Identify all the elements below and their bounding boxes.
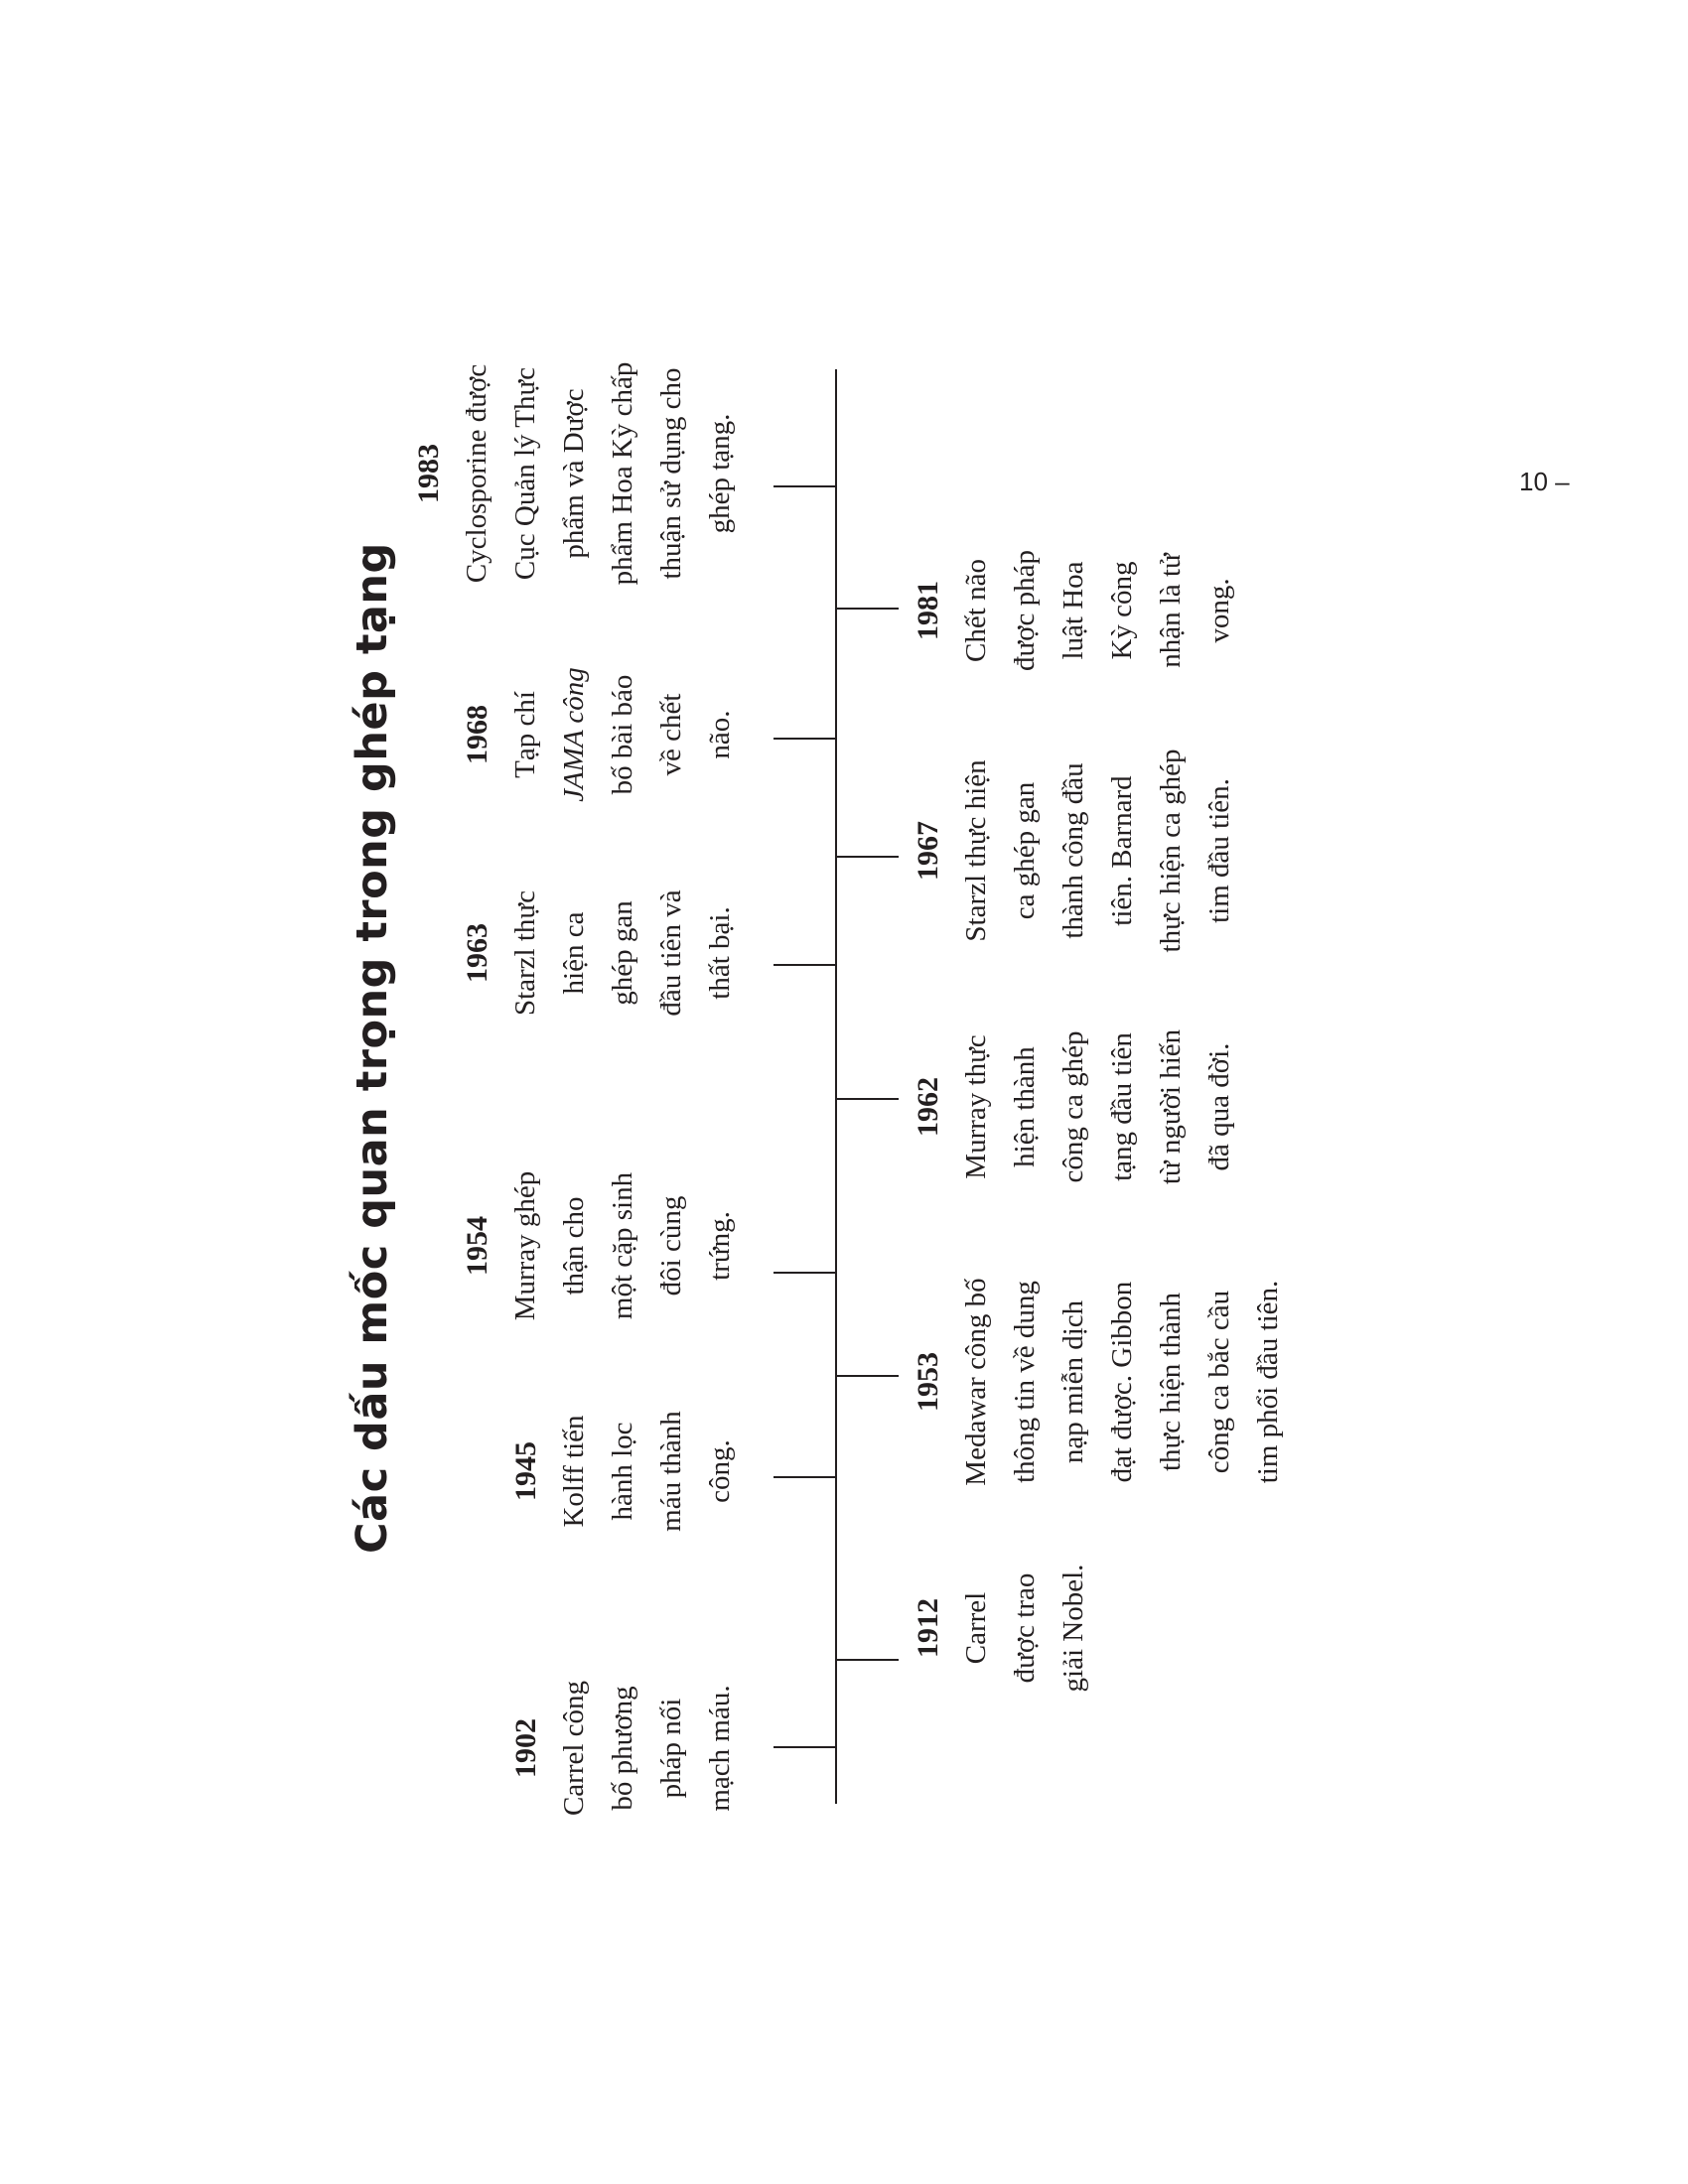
event-1953 xyxy=(904,1233,1293,1531)
event-line: giải Nobel. xyxy=(1057,1564,1089,1693)
event-line: được pháp xyxy=(1009,549,1041,672)
event-line: Kolff tiến xyxy=(558,1415,590,1528)
event-line: não. xyxy=(704,710,736,759)
event-1983 xyxy=(404,330,745,617)
event-line: Chết não xyxy=(960,559,992,662)
event-line: Starzl thực hiện xyxy=(960,759,992,942)
event-1902 xyxy=(501,1634,745,1862)
event-line: tạng đầu tiên xyxy=(1106,1032,1138,1181)
tick-1902 xyxy=(774,1746,837,1748)
event-line: thất bại. xyxy=(704,906,736,1000)
event-line: Cục Quản lý Thực xyxy=(509,366,541,581)
event-line: về chết xyxy=(655,693,687,776)
event-line: Kỳ công xyxy=(1106,561,1138,660)
tick-1954 xyxy=(774,1272,837,1274)
page-number: 10 – xyxy=(1519,467,1570,496)
tick-1912 xyxy=(835,1659,899,1661)
event-year: 1945 xyxy=(509,1441,542,1501)
event-line: bố phương xyxy=(607,1686,638,1811)
tick-1963 xyxy=(774,964,837,966)
event-line: mạch máu. xyxy=(704,1685,736,1812)
event-line: đôi cùng xyxy=(655,1195,687,1297)
event-line: luật Hoa xyxy=(1057,561,1089,660)
event-line: Cyclosporine được xyxy=(461,363,492,584)
event-year: 1962 xyxy=(912,1077,944,1137)
event-year: 1967 xyxy=(912,821,944,881)
tick-1953 xyxy=(835,1375,899,1377)
event-line: Murray thực xyxy=(960,1034,992,1179)
event-1963 xyxy=(453,839,745,1067)
event-year: 1968 xyxy=(461,705,493,764)
event-line: phẩm và Dược xyxy=(558,388,590,559)
tick-1967 xyxy=(835,856,899,858)
event-line: hiện ca xyxy=(558,911,590,995)
event-line: Carrel xyxy=(960,1591,992,1665)
event-line: hiện thành xyxy=(1009,1046,1041,1167)
tick-1968 xyxy=(774,738,837,740)
event-line: thành công đầu xyxy=(1057,762,1089,939)
event-line: ghép tạng. xyxy=(704,413,736,534)
event-line: tiên. Barnard xyxy=(1106,775,1138,926)
event-line: nhận là tử xyxy=(1155,553,1187,668)
event-1968 xyxy=(453,620,745,849)
event-year: 1912 xyxy=(912,1598,944,1658)
event-line: Murray ghép xyxy=(509,1170,541,1321)
event-line: ghép gan xyxy=(607,900,638,1006)
event-1954 xyxy=(453,1132,745,1360)
event-line: JAMA công xyxy=(558,667,590,802)
event-line: thuận sử dụng cho xyxy=(655,367,687,580)
event-line: Medawar công bố xyxy=(960,1278,992,1486)
event-line: pháp nối xyxy=(655,1698,687,1799)
tick-1962 xyxy=(835,1098,899,1100)
event-line: đầu tiên và xyxy=(655,889,687,1017)
event-line: trứng. xyxy=(704,1211,736,1281)
event-year: 1954 xyxy=(461,1216,493,1276)
event-line: đạt được. Gibbon xyxy=(1106,1281,1138,1483)
event-line: máu thành xyxy=(655,1411,687,1532)
tick-1983 xyxy=(774,485,837,487)
event-line: từ người hiến xyxy=(1155,1028,1187,1185)
tick-1981 xyxy=(835,608,899,610)
event-line: thông tin về dung xyxy=(1009,1281,1041,1483)
event-1945 xyxy=(501,1357,745,1585)
event-line: thực hiện ca ghép xyxy=(1155,749,1187,953)
event-line: Starzl thực xyxy=(509,889,541,1017)
event-line: ca ghép gan xyxy=(1009,781,1041,920)
event-1981 xyxy=(904,496,1244,725)
event-line: tim phổi đầu tiên. xyxy=(1252,1280,1284,1484)
event-line: Tạp chí xyxy=(509,691,541,778)
event-line: công ca ghép xyxy=(1057,1030,1089,1183)
event-line: công ca bắc cầu xyxy=(1203,1290,1235,1474)
event-line: một cặp sinh xyxy=(607,1171,638,1320)
event-1912 xyxy=(904,1514,1098,1742)
event-line: tim đầu tiên. xyxy=(1203,778,1235,923)
page-title: Các dấu mốc quan trọng trong ghép tạng xyxy=(348,542,397,1554)
event-line: nạp miễn dịch xyxy=(1057,1299,1089,1464)
event-line: được trao xyxy=(1009,1572,1041,1684)
event-year: 1953 xyxy=(912,1352,944,1412)
event-1962 xyxy=(904,983,1244,1231)
event-1967 xyxy=(904,707,1244,995)
tick-1945 xyxy=(774,1476,837,1478)
event-line: phẩm Hoa Kỳ chấp xyxy=(607,361,638,586)
event-line: hành lọc xyxy=(607,1422,638,1521)
event-line: thận cho xyxy=(558,1196,590,1296)
event-line: thực hiện thành xyxy=(1155,1293,1187,1472)
timeline-axis xyxy=(835,369,837,1804)
event-line: công. xyxy=(704,1439,736,1503)
event-year: 1983 xyxy=(412,444,445,503)
event-line: Carrel công xyxy=(558,1680,590,1817)
event-line: vong. xyxy=(1203,578,1235,643)
event-year: 1963 xyxy=(461,923,493,983)
event-year: 1981 xyxy=(912,581,944,640)
event-line: bố bài báo xyxy=(607,674,638,795)
event-year: 1902 xyxy=(509,1718,542,1778)
event-line: đã qua đời. xyxy=(1203,1042,1235,1171)
